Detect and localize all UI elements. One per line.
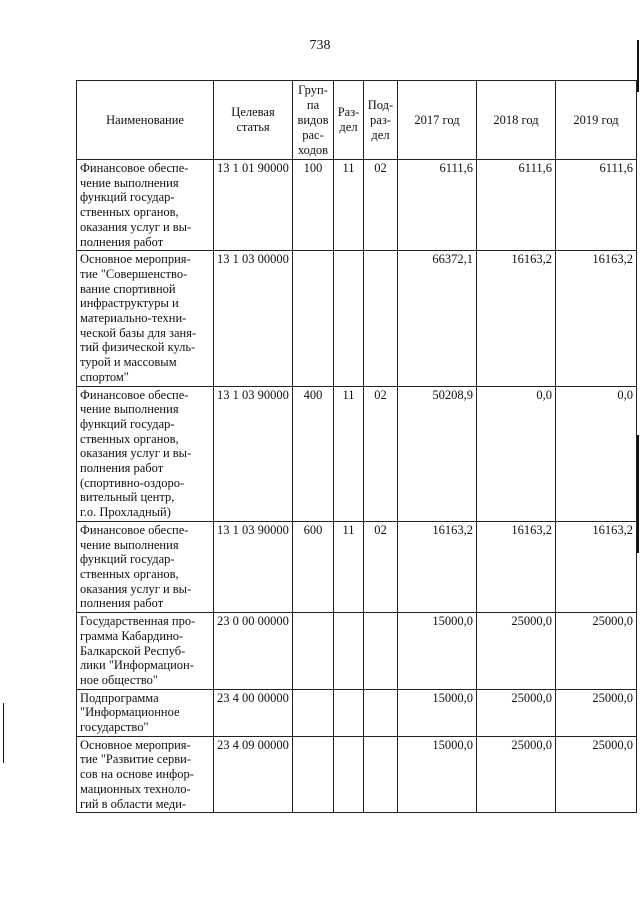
table-row xyxy=(77,736,637,813)
text-line: мационных техноло- xyxy=(80,781,191,796)
table-row xyxy=(77,386,637,521)
text-line: г.о. Прохладный) xyxy=(80,505,171,520)
row-target-code: 13 1 01 90000 xyxy=(214,160,293,251)
text-line: оказания услуг и вы- xyxy=(80,446,192,461)
text-line: Груп- xyxy=(298,82,328,97)
header-target-article xyxy=(214,81,293,160)
row-subsection: 02 xyxy=(364,160,398,251)
row-value-2018: 6111,6 xyxy=(477,160,556,251)
row-value-2019: 25000,0 xyxy=(556,689,637,736)
row-value-2017: 66372,1 xyxy=(398,251,477,386)
row-name xyxy=(77,736,214,813)
text-line: ческой базы для заня- xyxy=(80,325,197,340)
text-line: чение выполнения xyxy=(80,537,179,552)
text-line: тие "Развитие серви- xyxy=(80,752,192,767)
text-line: оказания услуг и вы- xyxy=(80,581,192,596)
table-row xyxy=(77,689,637,736)
row-value-2019: 25000,0 xyxy=(556,736,637,813)
text-line: лики "Информацион- xyxy=(80,658,194,673)
text-line: Финансовое обеспе- xyxy=(80,387,189,402)
scan-edge-mark xyxy=(637,435,639,553)
row-target-code: 23 4 00 00000 xyxy=(214,689,293,736)
row-value-2018: 25000,0 xyxy=(477,689,556,736)
row-expense-group xyxy=(293,689,334,736)
row-name xyxy=(77,521,214,612)
text-line: рас- xyxy=(302,127,324,142)
text-line: Финансовое обеспе- xyxy=(80,161,189,175)
text-line: полнения работ xyxy=(80,234,164,249)
row-expense-group xyxy=(293,613,334,690)
text-line: сов на основе инфор- xyxy=(80,767,194,782)
row-target-code: 13 1 03 90000 xyxy=(214,521,293,612)
text-line: оказания услуг и вы- xyxy=(80,219,192,234)
row-subsection xyxy=(364,689,398,736)
text-line: функций государ- xyxy=(80,552,175,567)
row-name xyxy=(77,160,214,251)
row-subsection xyxy=(364,613,398,690)
scan-edge-mark xyxy=(637,40,639,92)
text-line: тие "Совершенство- xyxy=(80,266,188,281)
row-value-2017: 15000,0 xyxy=(398,689,477,736)
row-value-2017: 15000,0 xyxy=(398,736,477,813)
text-line: материально-техни- xyxy=(80,311,187,326)
text-line: ходов xyxy=(297,142,329,157)
row-value-2019: 6111,6 xyxy=(556,160,637,251)
text-line: ственных органов, xyxy=(80,431,179,446)
header-year-2017: 2017 год xyxy=(398,81,477,160)
table-row xyxy=(77,160,637,251)
text-line: (спортивно-оздоро- xyxy=(80,475,185,490)
row-section: 11 xyxy=(334,160,364,251)
text-line: государство" xyxy=(80,720,149,735)
text-line: Основное мероприя- xyxy=(80,737,191,752)
text-line: Балкарской Респуб- xyxy=(80,643,186,658)
header-year-2018: 2018 год xyxy=(477,81,556,160)
text-line: функций государ- xyxy=(80,190,175,205)
page-number: 738 xyxy=(309,38,331,53)
text-line: Основное мероприя- xyxy=(80,252,191,267)
text-line: статья xyxy=(236,120,270,134)
header-section xyxy=(334,81,364,160)
text-line: инфраструктуры и xyxy=(80,296,179,311)
text-line: гий в области меди- xyxy=(80,796,187,811)
text-line: Подпрограмма xyxy=(80,690,159,705)
text-line: дел xyxy=(371,127,390,142)
row-name xyxy=(77,689,214,736)
text-line: ственных органов, xyxy=(80,566,179,581)
row-value-2018: 16163,2 xyxy=(477,251,556,386)
header-expense-group xyxy=(293,81,334,160)
text-line: па xyxy=(306,97,320,112)
header-subsection xyxy=(364,81,398,160)
row-value-2019: 16163,2 xyxy=(556,521,637,612)
row-expense-group: 100 xyxy=(293,160,334,251)
row-subsection: 02 xyxy=(364,386,398,521)
row-expense-group xyxy=(293,251,334,386)
row-target-code: 13 1 03 90000 xyxy=(214,386,293,521)
row-expense-group xyxy=(293,736,334,813)
row-name xyxy=(77,613,214,690)
text-line: спортом" xyxy=(80,369,129,384)
row-value-2018: 25000,0 xyxy=(477,736,556,813)
text-line: Целевая xyxy=(231,105,275,119)
text-line: видов xyxy=(297,112,329,127)
row-target-code: 13 1 03 00000 xyxy=(214,251,293,386)
text-line: тий физической куль- xyxy=(80,340,196,355)
text-line: вание спортивной xyxy=(80,281,176,296)
row-value-2019: 16163,2 xyxy=(556,251,637,386)
text-line: Государственная про- xyxy=(80,614,196,629)
text-line: полнения работ xyxy=(80,461,164,476)
row-subsection xyxy=(364,251,398,386)
text-line: дел xyxy=(339,120,358,134)
text-line: ное общество" xyxy=(80,672,159,687)
row-section xyxy=(334,613,364,690)
row-value-2019: 0,0 xyxy=(556,386,637,521)
text-line: турой и массовым xyxy=(80,355,177,370)
text-line: Финансовое обеспе- xyxy=(80,522,189,537)
row-value-2017: 6111,6 xyxy=(398,160,477,251)
row-name xyxy=(77,251,214,386)
row-value-2018: 0,0 xyxy=(477,386,556,521)
row-value-2018: 25000,0 xyxy=(477,613,556,690)
row-target-code: 23 0 00 00000 xyxy=(214,613,293,690)
row-expense-group: 600 xyxy=(293,521,334,612)
text-line: чение выполнения xyxy=(80,175,179,190)
text-line: Раз- xyxy=(337,105,360,119)
budget-table xyxy=(76,80,637,813)
text-line: ственных органов, xyxy=(80,205,179,220)
scan-edge-mark xyxy=(3,703,4,763)
table-header-row xyxy=(77,81,637,160)
table-row xyxy=(77,521,637,612)
row-value-2017: 15000,0 xyxy=(398,613,477,690)
row-section: 11 xyxy=(334,386,364,521)
row-section xyxy=(334,736,364,813)
row-target-code: 23 4 09 00000 xyxy=(214,736,293,813)
row-value-2019: 25000,0 xyxy=(556,613,637,690)
text-line: вительный центр, xyxy=(80,490,175,505)
text-line: "Информационное xyxy=(80,705,180,720)
row-section xyxy=(334,251,364,386)
row-value-2018: 16163,2 xyxy=(477,521,556,612)
row-subsection xyxy=(364,736,398,813)
text-line: чение выполнения xyxy=(80,402,179,417)
row-subsection: 02 xyxy=(364,521,398,612)
row-expense-group: 400 xyxy=(293,386,334,521)
row-value-2017: 16163,2 xyxy=(398,521,477,612)
row-value-2017: 50208,9 xyxy=(398,386,477,521)
row-section: 11 xyxy=(334,521,364,612)
text-line: Под- xyxy=(367,97,394,112)
text-line: раз- xyxy=(370,112,391,127)
table-row xyxy=(77,251,637,386)
text-line: функций государ- xyxy=(80,416,175,431)
row-section xyxy=(334,689,364,736)
header-name: Наименование xyxy=(77,81,214,160)
header-year-2019: 2019 год xyxy=(556,81,637,160)
table-row xyxy=(77,613,637,690)
text-line: грамма Кабардино- xyxy=(80,628,184,643)
text-line: полнения работ xyxy=(80,596,164,611)
row-name xyxy=(77,386,214,521)
